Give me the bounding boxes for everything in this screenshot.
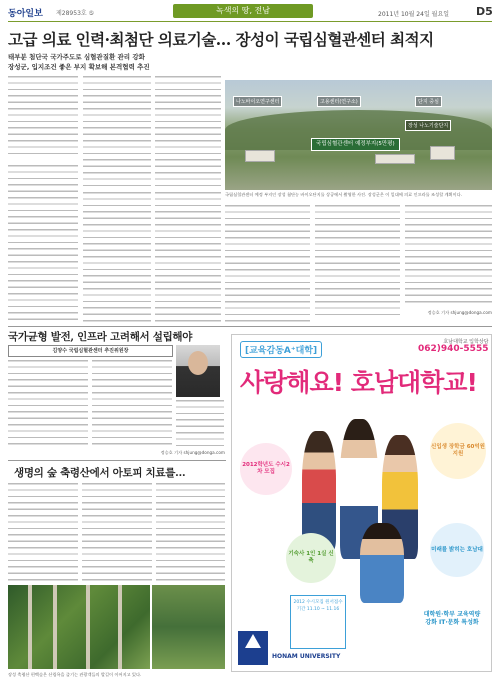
issue-number: 제28953호 ⑤ — [56, 10, 94, 17]
section-label: 녹색의 땅, 전남 — [173, 4, 313, 18]
article1-body-col1 — [8, 76, 78, 158]
article2-body-col2 — [92, 360, 172, 448]
article2-byline: 정승호 기자 shjung@donga.com — [160, 450, 225, 455]
university-ad[interactable] — [231, 334, 492, 672]
ad-phone-label: 호남대학교 입학상담 — [443, 339, 489, 345]
ad-phone-number: 062)940-5555 — [418, 344, 489, 354]
main-headline: 고급 의료 인력·최첨단 의료기술… 장성이 국립심혈관센터 최적지 — [8, 30, 434, 49]
article2-body-col1 — [8, 360, 88, 448]
page-number: D5 — [476, 5, 493, 18]
article3-body-col2 — [82, 483, 152, 581]
main-subheads — [8, 52, 168, 72]
article2-headline: 국가균형 발전, 인프라 고려해서 설립해야 — [8, 331, 193, 343]
photo-label-e: 장성 나노기술단지 — [405, 120, 451, 131]
university-logo-icon — [238, 631, 268, 665]
ad-slogan: 사랑해요! 호남대학교! — [240, 368, 477, 397]
ad-university-name: HONAM UNIVERSITY — [272, 653, 341, 660]
photo-label-c: 단지 중심 — [415, 96, 442, 107]
ad-bubble-3: 기숙사 1인 1실 신축 — [286, 533, 336, 583]
ad-bubble-2: 신입생 장학금 60억원 지원 — [430, 423, 486, 479]
ad-tag: [교육감동A⁺대학] — [240, 341, 322, 358]
article3-body-col1 — [8, 483, 78, 581]
article1-body-col4 — [8, 165, 78, 323]
subhead-2: 장성군, 입지조건 좋은 부지 확보해 본격협력 추진 — [8, 63, 150, 71]
ad-bubble-4: 미래를 밝히는 호남대 — [430, 523, 484, 577]
ad-info-box: 2012 수시모집 원서접수 기간 11.10 ~ 11.16 — [290, 595, 346, 649]
article1-body-col3 — [155, 76, 221, 188]
section-divider-2 — [8, 460, 226, 461]
article1-body-col9 — [405, 205, 492, 305]
article1-body-col5 — [83, 192, 151, 323]
photo-label-b: 고용센터(연구소) — [317, 96, 361, 107]
ad-visual — [240, 413, 486, 613]
article3-headline: 생명의 숲 축령산에서 아토피 치료를… — [14, 467, 186, 479]
article3-body-col3 — [156, 483, 225, 581]
subhead-1: 태부분 첨단국 국가주도로 심혈관질환 관리 강화 — [8, 53, 145, 61]
article1-body-col2 — [83, 76, 151, 188]
photo-label-a: 나노바이오연구센터 — [233, 96, 282, 107]
newspaper-logo: 동아일보 — [8, 9, 43, 19]
article1-body-col6 — [155, 192, 221, 323]
article1-byline: 정승호 기자 shjung@donga.com — [427, 310, 492, 315]
article1-body-col8 — [315, 205, 400, 315]
ad-bubble-1: 2012학년도 수시2차 모집 — [240, 443, 292, 495]
ad-bottom-text: 대학원·학부 교육역량 강화 IT·문화 특성화 — [423, 611, 481, 626]
article2-body-col3 — [176, 400, 224, 448]
ad-phone-box[interactable] — [418, 339, 488, 354]
forest-caption: 장성 축령산 편백숲은 산림욕을 즐기는 관광객들의 발길이 이어지고 있다. — [8, 672, 142, 677]
forest-photo-2 — [150, 585, 225, 669]
photo-caption: 국립심혈관센터 예정 부지인 장성 첨단농 바이오단지를 상공에서 촬영한 사진. 장성군은 이 일대에 의료 인프라를 조성할 계획이다. — [225, 192, 463, 197]
masthead — [8, 4, 492, 22]
section-divider — [8, 326, 492, 327]
aerial-photo — [225, 80, 492, 190]
issue-date: 2011년 10월 24일 월요일 — [378, 11, 450, 18]
interviewee-photo — [176, 345, 220, 397]
article1-body-col7 — [225, 205, 310, 323]
qa-title-box: 김양수 국립심혈관센터 추진위원장 — [8, 345, 173, 357]
photo-label-d: 국립심혈관센터 예정부지(5만평) — [311, 138, 400, 151]
